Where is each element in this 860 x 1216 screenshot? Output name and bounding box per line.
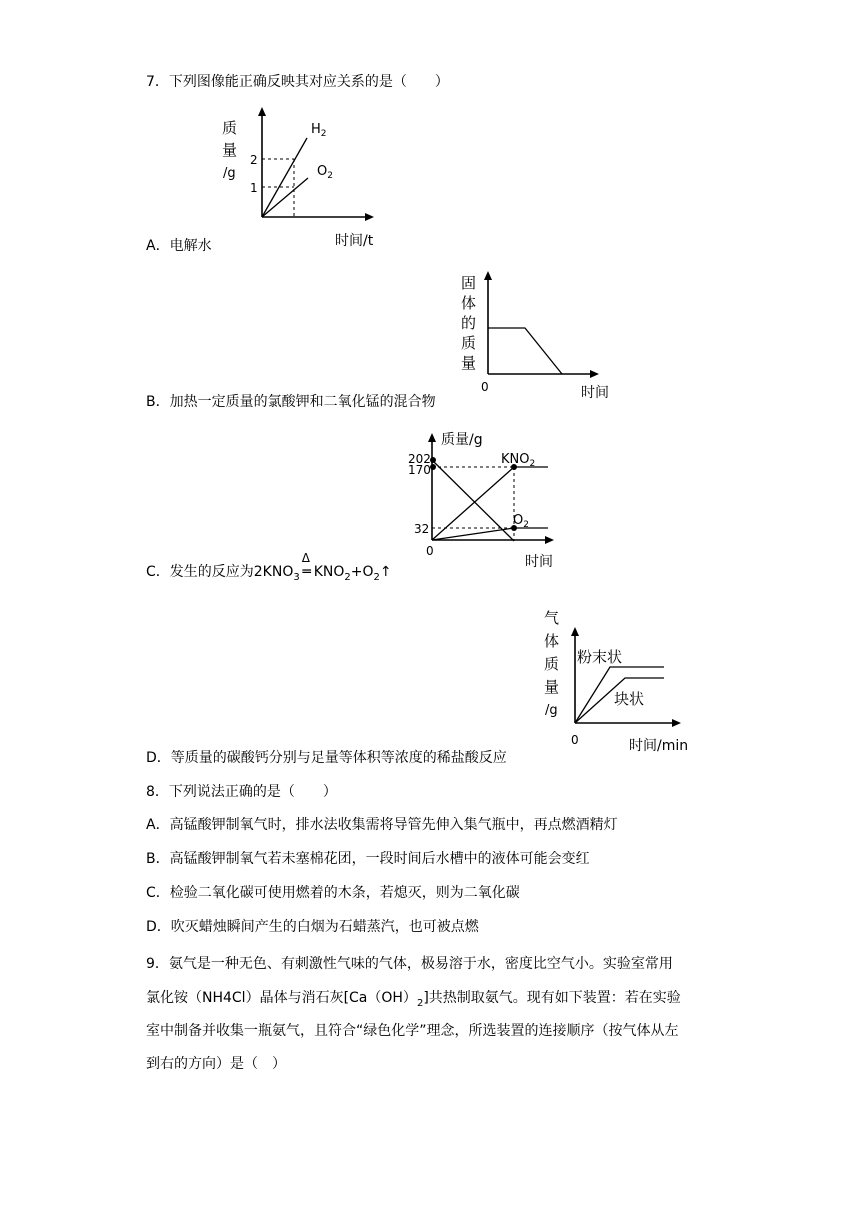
figure-a-h2-sub: 2 xyxy=(320,129,327,139)
q9-line-1: 9．氨气是一种无色、有刺激性气味的气体，极易溶于水，密度比空气小。实验室常用 xyxy=(146,956,673,972)
figure-b-ylabel-1: 固 xyxy=(461,274,477,292)
figure-b-ylabel-2: 体 xyxy=(461,294,477,312)
q9-line-2 xyxy=(146,988,681,1014)
figure-c-x-arrow xyxy=(545,536,554,544)
q7-option-c-sub2: 2 xyxy=(344,571,351,583)
q9-line-2b: ]共热制取氨气。现有如下装置：若在实验 xyxy=(423,990,681,1006)
figure-a-ylabel-2: 量 xyxy=(222,141,238,159)
figure-d-xlabel: 时间/min xyxy=(629,738,689,754)
q8-option-d: D．吹灭蜡烛瞬间产生的白烟为石蜡蒸汽，也可被点燃 xyxy=(146,919,479,935)
figure-a-h2-label: H xyxy=(311,122,321,137)
figure-d-origin: 0 xyxy=(571,733,579,747)
figure-b-mass-line xyxy=(488,328,562,374)
svg-text:KNO2 xyxy=(501,452,535,469)
figure-d-caco3-graph xyxy=(538,605,708,755)
q7-option-d: D．等质量的碳酸钙分别与足量等体积等浓度的稀盐酸反应 xyxy=(146,750,507,766)
q7-option-c-plus: +O xyxy=(350,564,374,580)
figure-b-xlabel: 时间 xyxy=(581,385,609,401)
figure-b-ylabel-4: 质 xyxy=(461,334,477,352)
q8-option-a: A．高锰酸钾制氧气时，排水法收集需将导管先伸入集气瓶中，再点燃酒精灯 xyxy=(146,817,618,833)
figure-d-x-arrow xyxy=(672,719,681,727)
q7-option-c-sub3: 2 xyxy=(373,571,380,583)
figure-c-ylabel: 质量/g xyxy=(441,432,483,448)
q7-option-b: B．加热一定质量的氯酸钾和二氧化锰的混合物 xyxy=(146,394,436,410)
figure-b-x-arrow xyxy=(590,370,599,378)
figure-d-ylabel-1: 气 xyxy=(544,609,560,627)
figure-a-ylabel-3: /g xyxy=(223,166,236,181)
q9-line-3: 室中制备并收集一瓶氨气，且符合“绿色化学”理念，所选装置的连接顺序（按气体从左 xyxy=(146,1023,679,1039)
figure-d-powder-label: 粉末状 xyxy=(577,648,623,666)
q7-option-c-delta: Δ xyxy=(301,551,310,565)
figure-c-y-arrow xyxy=(428,433,436,442)
figure-c-tick-202: 202 xyxy=(408,452,431,466)
figure-b-ylabel-3: 的 xyxy=(461,314,477,332)
figure-c-kno2-sub: 2 xyxy=(529,459,536,469)
figure-c-o2-label: O xyxy=(513,513,524,528)
figure-a-o2-line xyxy=(262,178,308,217)
figure-c-kno2-label: KNO xyxy=(501,452,530,467)
figure-a-y-arrow xyxy=(258,107,266,116)
svg-text:O2 xyxy=(317,164,333,181)
figure-c-o2-sub: 2 xyxy=(523,520,529,530)
figure-a-ylabel-1: 质 xyxy=(222,119,238,137)
q9-line-4: 到右的方向）是（ ） xyxy=(146,1056,286,1072)
figure-c-xlabel: 时间 xyxy=(525,554,553,570)
figure-c-origin: 0 xyxy=(426,544,434,558)
figure-c-kno3-graph xyxy=(400,425,570,573)
figure-b-heating-graph xyxy=(455,265,625,405)
figure-b-origin: 0 xyxy=(481,380,489,394)
figure-d-ylabel-2: 体 xyxy=(544,632,560,650)
q7-option-c-eq: ═ xyxy=(302,564,311,580)
figure-c-tick-32: 32 xyxy=(414,522,430,536)
figure-b-ylabel-5: 量 xyxy=(461,354,477,372)
figure-d-ylabel-4: 量 xyxy=(544,678,560,696)
q8-stem: 8．下列说法正确的是（ ） xyxy=(146,784,337,800)
q8-option-c: C．检验二氧化碳可使用燃着的木条，若熄灭，则为二氧化碳 xyxy=(146,885,520,901)
q7-option-c-sub1: 3 xyxy=(293,571,300,583)
figure-a-x-arrow xyxy=(365,213,374,221)
figure-d-ylabel-5: /g xyxy=(545,703,558,718)
svg-text:O2 xyxy=(513,513,529,530)
figure-a-tick-2: 2 xyxy=(250,153,258,167)
figure-d-y-arrow xyxy=(571,627,579,636)
figure-b-y-arrow xyxy=(484,271,492,280)
figure-d-ylabel-3: 质 xyxy=(544,655,560,673)
q9-line-2-sub: 2 xyxy=(416,997,424,1009)
q7-option-c-mid: KNO xyxy=(313,564,345,580)
figure-a-o2-label: O xyxy=(317,164,328,179)
q7-option-c-arrow: ↑ xyxy=(379,564,392,580)
q9-line-2a: 氯化铵（NH4Cl）晶体与消石灰[Ca（OH） xyxy=(146,990,417,1006)
figure-a-o2-sub: 2 xyxy=(327,171,333,181)
svg-text:H2 xyxy=(311,122,327,139)
figure-c-tick-170: 170 xyxy=(408,463,431,477)
q7-option-a: A．电解水 xyxy=(146,238,212,254)
q8-option-b: B．高锰酸钾制氧气若未塞棉花团，一段时间后水槽中的液体可能会变红 xyxy=(146,851,590,867)
q7-stem: 7．下列图像能正确反映其对应关系的是（ ） xyxy=(146,74,449,90)
q7-option-c-prefix: C．发生的反应为2KNO xyxy=(146,564,294,580)
figure-a-electrolysis-graph xyxy=(215,105,385,250)
q7-option-c xyxy=(146,551,392,588)
figure-a-h2-line xyxy=(262,138,307,217)
figure-a-tick-1: 1 xyxy=(250,181,258,195)
figure-d-lump-label: 块状 xyxy=(614,690,645,708)
figure-a-xlabel: 时间/t xyxy=(335,233,374,249)
